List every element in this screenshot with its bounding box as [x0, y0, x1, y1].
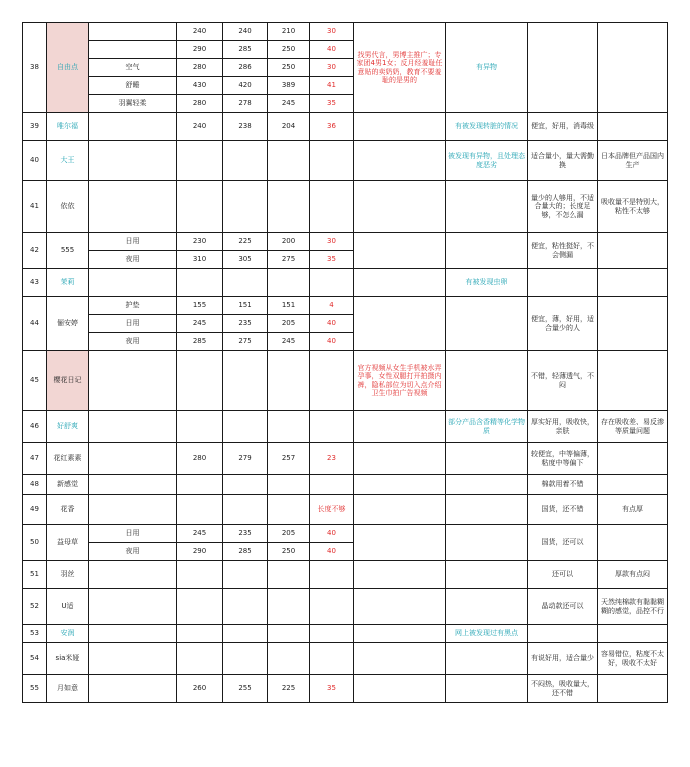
- row-number-cell[interactable]: 50: [23, 525, 47, 561]
- brand-cell[interactable]: 唯尔福: [47, 113, 89, 141]
- extra-cell[interactable]: 吸收量不是特别大，粘性不太够: [598, 181, 668, 233]
- value-cell[interactable]: 285: [177, 333, 223, 351]
- type-cell[interactable]: 羽翼轻柔: [89, 95, 177, 113]
- value-cell[interactable]: [268, 475, 310, 495]
- brand-cell[interactable]: 益母草: [47, 525, 89, 561]
- issue-cell[interactable]: 有被发现虫卵: [446, 269, 528, 297]
- value-cell[interactable]: 205: [268, 315, 310, 333]
- table-row: [23, 561, 668, 589]
- review-cell[interactable]: 厚实好用，吸收快，亲肤: [528, 411, 598, 443]
- value-cell[interactable]: [177, 643, 223, 675]
- issue-cell[interactable]: 有异物: [446, 23, 528, 113]
- value-cell[interactable]: 30: [310, 59, 354, 77]
- value-cell[interactable]: 238: [223, 113, 268, 141]
- row-number-cell[interactable]: 49: [23, 495, 47, 525]
- value-cell[interactable]: 280: [177, 59, 223, 77]
- table-row: [23, 643, 668, 675]
- value-cell[interactable]: [310, 141, 354, 181]
- brand-cell[interactable]: 樱花日记: [47, 351, 89, 411]
- note-cell[interactable]: [354, 113, 446, 141]
- value-cell[interactable]: 257: [268, 443, 310, 475]
- note-cell[interactable]: [354, 525, 446, 561]
- value-cell[interactable]: [268, 495, 310, 525]
- value-cell[interactable]: [177, 181, 223, 233]
- value-cell[interactable]: 285: [223, 41, 268, 59]
- value-cell[interactable]: 41: [310, 77, 354, 95]
- value-cell[interactable]: 250: [268, 41, 310, 59]
- value-cell[interactable]: 260: [177, 675, 223, 703]
- value-cell[interactable]: [177, 475, 223, 495]
- value-cell[interactable]: 225: [223, 233, 268, 251]
- value-cell[interactable]: 285: [223, 543, 268, 561]
- note-cell[interactable]: [354, 443, 446, 475]
- value-cell[interactable]: 40: [310, 333, 354, 351]
- value-cell[interactable]: 235: [223, 525, 268, 543]
- extra-cell[interactable]: [598, 625, 668, 643]
- value-cell[interactable]: [268, 589, 310, 625]
- note-cell[interactable]: [354, 589, 446, 625]
- value-cell[interactable]: 151: [268, 297, 310, 315]
- table-row: [23, 141, 668, 181]
- row-number-cell[interactable]: 51: [23, 561, 47, 589]
- table-row: [23, 113, 668, 141]
- type-cell[interactable]: [89, 41, 177, 59]
- brand-cell[interactable]: 花香: [47, 495, 89, 525]
- value-cell[interactable]: 240: [177, 23, 223, 41]
- table-row: [23, 351, 668, 411]
- value-cell[interactable]: 40: [310, 525, 354, 543]
- extra-cell[interactable]: [598, 269, 668, 297]
- product-table: [22, 22, 668, 703]
- note-cell[interactable]: [354, 561, 446, 589]
- table-row: [23, 675, 668, 703]
- value-cell[interactable]: 245: [268, 333, 310, 351]
- review-cell[interactable]: 适合量小，量大需勤换: [528, 141, 598, 181]
- value-cell[interactable]: [223, 475, 268, 495]
- value-cell[interactable]: 250: [268, 59, 310, 77]
- value-cell[interactable]: [177, 351, 223, 411]
- value-cell[interactable]: 286: [223, 59, 268, 77]
- value-cell[interactable]: 30: [310, 233, 354, 251]
- type-cell[interactable]: 空气: [89, 59, 177, 77]
- extra-cell[interactable]: [598, 675, 668, 703]
- value-cell[interactable]: 204: [268, 113, 310, 141]
- type-cell[interactable]: 夜用: [89, 543, 177, 561]
- brand-cell[interactable]: 555: [47, 233, 89, 269]
- note-cell[interactable]: [354, 643, 446, 675]
- value-cell[interactable]: 255: [223, 675, 268, 703]
- issue-cell[interactable]: [446, 443, 528, 475]
- extra-cell[interactable]: 存在吸收差、易反渗等质量问题: [598, 411, 668, 443]
- value-cell[interactable]: 200: [268, 233, 310, 251]
- review-cell[interactable]: 不闷热，吸收量大，还不错: [528, 675, 598, 703]
- review-cell[interactable]: 较便宜，中等偏薄，粘度中等偏下: [528, 443, 598, 475]
- extra-cell[interactable]: 天然纯棉款有黏黏糊糊的感觉，品控不行: [598, 589, 668, 625]
- table-row: [23, 411, 668, 443]
- extra-cell[interactable]: [598, 475, 668, 495]
- value-cell[interactable]: 245: [268, 95, 310, 113]
- value-cell[interactable]: [268, 141, 310, 181]
- value-cell[interactable]: [223, 351, 268, 411]
- row-number-cell[interactable]: 48: [23, 475, 47, 495]
- issue-cell[interactable]: [446, 475, 528, 495]
- value-cell[interactable]: [310, 411, 354, 443]
- value-cell[interactable]: [268, 625, 310, 643]
- value-cell[interactable]: 23: [310, 443, 354, 475]
- note-cell[interactable]: [354, 141, 446, 181]
- type-cell[interactable]: [89, 561, 177, 589]
- value-cell[interactable]: 280: [177, 95, 223, 113]
- row-number-cell[interactable]: 44: [23, 297, 47, 351]
- note-cell[interactable]: [354, 181, 446, 233]
- issue-cell[interactable]: [446, 233, 528, 269]
- value-cell[interactable]: 35: [310, 251, 354, 269]
- value-cell[interactable]: 35: [310, 95, 354, 113]
- row-number-cell[interactable]: 41: [23, 181, 47, 233]
- value-cell[interactable]: 275: [268, 251, 310, 269]
- review-cell[interactable]: [528, 269, 598, 297]
- review-cell[interactable]: 国货，还可以: [528, 525, 598, 561]
- extra-cell[interactable]: 日本品牌但产品国内生产: [598, 141, 668, 181]
- type-cell[interactable]: 日用: [89, 525, 177, 543]
- brand-cell[interactable]: U适: [47, 589, 89, 625]
- row-number-cell[interactable]: 39: [23, 113, 47, 141]
- value-cell[interactable]: 245: [177, 525, 223, 543]
- value-cell[interactable]: [268, 351, 310, 411]
- table-row: [23, 23, 668, 41]
- value-cell[interactable]: 230: [177, 233, 223, 251]
- review-cell[interactable]: 棉款用着不错: [528, 475, 598, 495]
- value-cell[interactable]: 310: [177, 251, 223, 269]
- value-cell[interactable]: [268, 411, 310, 443]
- type-cell[interactable]: [89, 625, 177, 643]
- value-cell[interactable]: [223, 561, 268, 589]
- row-number-cell[interactable]: 40: [23, 141, 47, 181]
- extra-cell[interactable]: [598, 297, 668, 351]
- value-cell[interactable]: [268, 561, 310, 589]
- type-cell[interactable]: [89, 643, 177, 675]
- issue-cell[interactable]: [446, 561, 528, 589]
- extra-cell[interactable]: [598, 351, 668, 411]
- note-cell[interactable]: [354, 495, 446, 525]
- extra-cell[interactable]: 有点厚: [598, 495, 668, 525]
- value-cell[interactable]: 40: [310, 41, 354, 59]
- table-row: [23, 181, 668, 233]
- type-cell[interactable]: 日用: [89, 315, 177, 333]
- review-cell[interactable]: 还可以: [528, 561, 598, 589]
- value-cell[interactable]: [177, 141, 223, 181]
- value-cell[interactable]: [223, 643, 268, 675]
- note-cell[interactable]: [354, 675, 446, 703]
- table-row: [23, 495, 668, 525]
- issue-cell[interactable]: 有被发现转脏的情况: [446, 113, 528, 141]
- value-cell[interactable]: [223, 269, 268, 297]
- review-cell[interactable]: [528, 625, 598, 643]
- brand-cell[interactable]: 羽丝: [47, 561, 89, 589]
- value-cell[interactable]: 240: [177, 113, 223, 141]
- value-cell[interactable]: 290: [177, 41, 223, 59]
- brand-cell[interactable]: 新感觉: [47, 475, 89, 495]
- value-cell[interactable]: 280: [177, 443, 223, 475]
- issue-cell[interactable]: 部分产品含香精等化学物质: [446, 411, 528, 443]
- brand-cell[interactable]: 依依: [47, 181, 89, 233]
- table-row: [23, 589, 668, 625]
- value-cell[interactable]: 420: [223, 77, 268, 95]
- type-cell[interactable]: [89, 269, 177, 297]
- brand-cell[interactable]: 自由点: [47, 23, 89, 113]
- type-cell[interactable]: 夜用: [89, 251, 177, 269]
- review-cell[interactable]: 便宜，薄，好用，适合量少的人: [528, 297, 598, 351]
- table-row: [23, 525, 668, 543]
- value-cell[interactable]: 389: [268, 77, 310, 95]
- extra-cell[interactable]: [598, 23, 668, 113]
- extra-cell[interactable]: 厚款有点闷: [598, 561, 668, 589]
- value-cell[interactable]: 275: [223, 333, 268, 351]
- value-cell[interactable]: 240: [223, 23, 268, 41]
- brand-cell[interactable]: 茉莉: [47, 269, 89, 297]
- note-cell[interactable]: [354, 475, 446, 495]
- value-cell[interactable]: [177, 561, 223, 589]
- row-number-cell[interactable]: 38: [23, 23, 47, 113]
- brand-cell[interactable]: 安润: [47, 625, 89, 643]
- extra-cell[interactable]: [598, 525, 668, 561]
- type-cell[interactable]: [89, 181, 177, 233]
- review-cell[interactable]: 晶动款还可以: [528, 589, 598, 625]
- issue-cell[interactable]: [446, 589, 528, 625]
- value-cell[interactable]: 225: [268, 675, 310, 703]
- value-cell[interactable]: [268, 269, 310, 297]
- value-cell[interactable]: 245: [177, 315, 223, 333]
- issue-cell[interactable]: [446, 643, 528, 675]
- note-cell[interactable]: [354, 269, 446, 297]
- issue-cell[interactable]: 被发现有异物，且处理态度恶劣: [446, 141, 528, 181]
- row-number-cell[interactable]: 43: [23, 269, 47, 297]
- type-cell[interactable]: [89, 443, 177, 475]
- row-number-cell[interactable]: 54: [23, 643, 47, 675]
- brand-cell[interactable]: 大王: [47, 141, 89, 181]
- note-cell[interactable]: 官方视频从女生手机被水弄孕事，女性双腿打开拍摄内裤，隐私部位为切入点介绍卫生巾拍广告视频: [354, 351, 446, 411]
- type-cell[interactable]: [89, 23, 177, 41]
- value-cell[interactable]: [310, 269, 354, 297]
- value-cell[interactable]: 279: [223, 443, 268, 475]
- row-number-cell[interactable]: 42: [23, 233, 47, 269]
- value-cell[interactable]: [310, 589, 354, 625]
- note-cell[interactable]: [354, 625, 446, 643]
- value-cell[interactable]: 30: [310, 23, 354, 41]
- value-cell[interactable]: [310, 561, 354, 589]
- type-cell[interactable]: [89, 675, 177, 703]
- value-cell[interactable]: 278: [223, 95, 268, 113]
- row-number-cell[interactable]: 45: [23, 351, 47, 411]
- value-cell[interactable]: 151: [223, 297, 268, 315]
- value-cell[interactable]: 36: [310, 113, 354, 141]
- note-cell[interactable]: [354, 411, 446, 443]
- issue-cell[interactable]: [446, 525, 528, 561]
- value-cell[interactable]: 210: [268, 23, 310, 41]
- value-cell[interactable]: 250: [268, 543, 310, 561]
- table-row: [23, 443, 668, 475]
- type-cell[interactable]: 舒睡: [89, 77, 177, 95]
- value-cell[interactable]: 205: [268, 525, 310, 543]
- type-cell[interactable]: [89, 475, 177, 495]
- row-number-cell[interactable]: 46: [23, 411, 47, 443]
- value-cell[interactable]: [268, 643, 310, 675]
- table-row: [23, 233, 668, 251]
- value-cell[interactable]: [223, 625, 268, 643]
- issue-cell[interactable]: [446, 351, 528, 411]
- value-cell[interactable]: 40: [310, 543, 354, 561]
- review-cell[interactable]: 便宜，好用，消毒级: [528, 113, 598, 141]
- type-cell[interactable]: 护垫: [89, 297, 177, 315]
- extra-cell[interactable]: [598, 443, 668, 475]
- brand-cell[interactable]: 月如意: [47, 675, 89, 703]
- value-cell[interactable]: 40: [310, 315, 354, 333]
- brand-cell[interactable]: 好舒爽: [47, 411, 89, 443]
- issue-cell[interactable]: [446, 297, 528, 351]
- type-cell[interactable]: [89, 495, 177, 525]
- type-cell[interactable]: [89, 141, 177, 181]
- issue-cell[interactable]: [446, 495, 528, 525]
- review-cell[interactable]: 有说好用，适合量少: [528, 643, 598, 675]
- value-cell[interactable]: [177, 495, 223, 525]
- value-cell[interactable]: [223, 141, 268, 181]
- review-cell[interactable]: 便宜，粘性挺好，不会侧漏: [528, 233, 598, 269]
- value-cell[interactable]: 305: [223, 251, 268, 269]
- row-number-cell[interactable]: 47: [23, 443, 47, 475]
- value-cell[interactable]: 235: [223, 315, 268, 333]
- review-cell[interactable]: 不错，轻薄透气，不闷: [528, 351, 598, 411]
- value-cell[interactable]: [310, 475, 354, 495]
- brand-cell[interactable]: 花红素素: [47, 443, 89, 475]
- value-cell[interactable]: [310, 351, 354, 411]
- note-cell[interactable]: 找男代言，男博主推广；专家团4男1女；反月经羞耻任意贴的卖奶奶，教育不要羞耻的是男的: [354, 23, 446, 113]
- note-cell[interactable]: [354, 233, 446, 269]
- value-cell[interactable]: [177, 411, 223, 443]
- type-cell[interactable]: 日用: [89, 233, 177, 251]
- value-cell[interactable]: [223, 495, 268, 525]
- value-cell[interactable]: [223, 181, 268, 233]
- type-cell[interactable]: 夜用: [89, 333, 177, 351]
- brand-cell[interactable]: 俪安婷: [47, 297, 89, 351]
- value-cell[interactable]: [310, 625, 354, 643]
- brand-cell[interactable]: sia米娅: [47, 643, 89, 675]
- extra-cell[interactable]: 容易错位，粘度不太好，吸收不太好: [598, 643, 668, 675]
- review-cell[interactable]: 量少的人够用，不适合量大的；长度足够，不怎么漏: [528, 181, 598, 233]
- extra-cell[interactable]: [598, 113, 668, 141]
- value-cell[interactable]: [310, 643, 354, 675]
- table-row: [23, 475, 668, 495]
- note-cell[interactable]: [354, 297, 446, 351]
- table-row: [23, 297, 668, 315]
- table-row: [23, 269, 668, 297]
- row-number-cell[interactable]: 55: [23, 675, 47, 703]
- value-cell[interactable]: [268, 181, 310, 233]
- type-cell[interactable]: [89, 589, 177, 625]
- review-cell[interactable]: 国货，还不错: [528, 495, 598, 525]
- type-cell[interactable]: [89, 113, 177, 141]
- review-cell[interactable]: [528, 23, 598, 113]
- value-cell[interactable]: 4: [310, 297, 354, 315]
- type-cell[interactable]: [89, 351, 177, 411]
- row-number-cell[interactable]: 53: [23, 625, 47, 643]
- value-cell[interactable]: 长度不够: [310, 495, 354, 525]
- row-number-cell[interactable]: 52: [23, 589, 47, 625]
- value-cell[interactable]: [310, 181, 354, 233]
- issue-cell[interactable]: 网上被发现过有黑点: [446, 625, 528, 643]
- value-cell[interactable]: [177, 625, 223, 643]
- issue-cell[interactable]: [446, 181, 528, 233]
- value-cell[interactable]: [223, 589, 268, 625]
- extra-cell[interactable]: [598, 233, 668, 269]
- value-cell[interactable]: 430: [177, 77, 223, 95]
- value-cell[interactable]: [223, 411, 268, 443]
- value-cell[interactable]: 290: [177, 543, 223, 561]
- value-cell[interactable]: [177, 269, 223, 297]
- table-row: [23, 625, 668, 643]
- issue-cell[interactable]: [446, 675, 528, 703]
- type-cell[interactable]: [89, 411, 177, 443]
- value-cell[interactable]: 35: [310, 675, 354, 703]
- value-cell[interactable]: 155: [177, 297, 223, 315]
- value-cell[interactable]: [177, 589, 223, 625]
